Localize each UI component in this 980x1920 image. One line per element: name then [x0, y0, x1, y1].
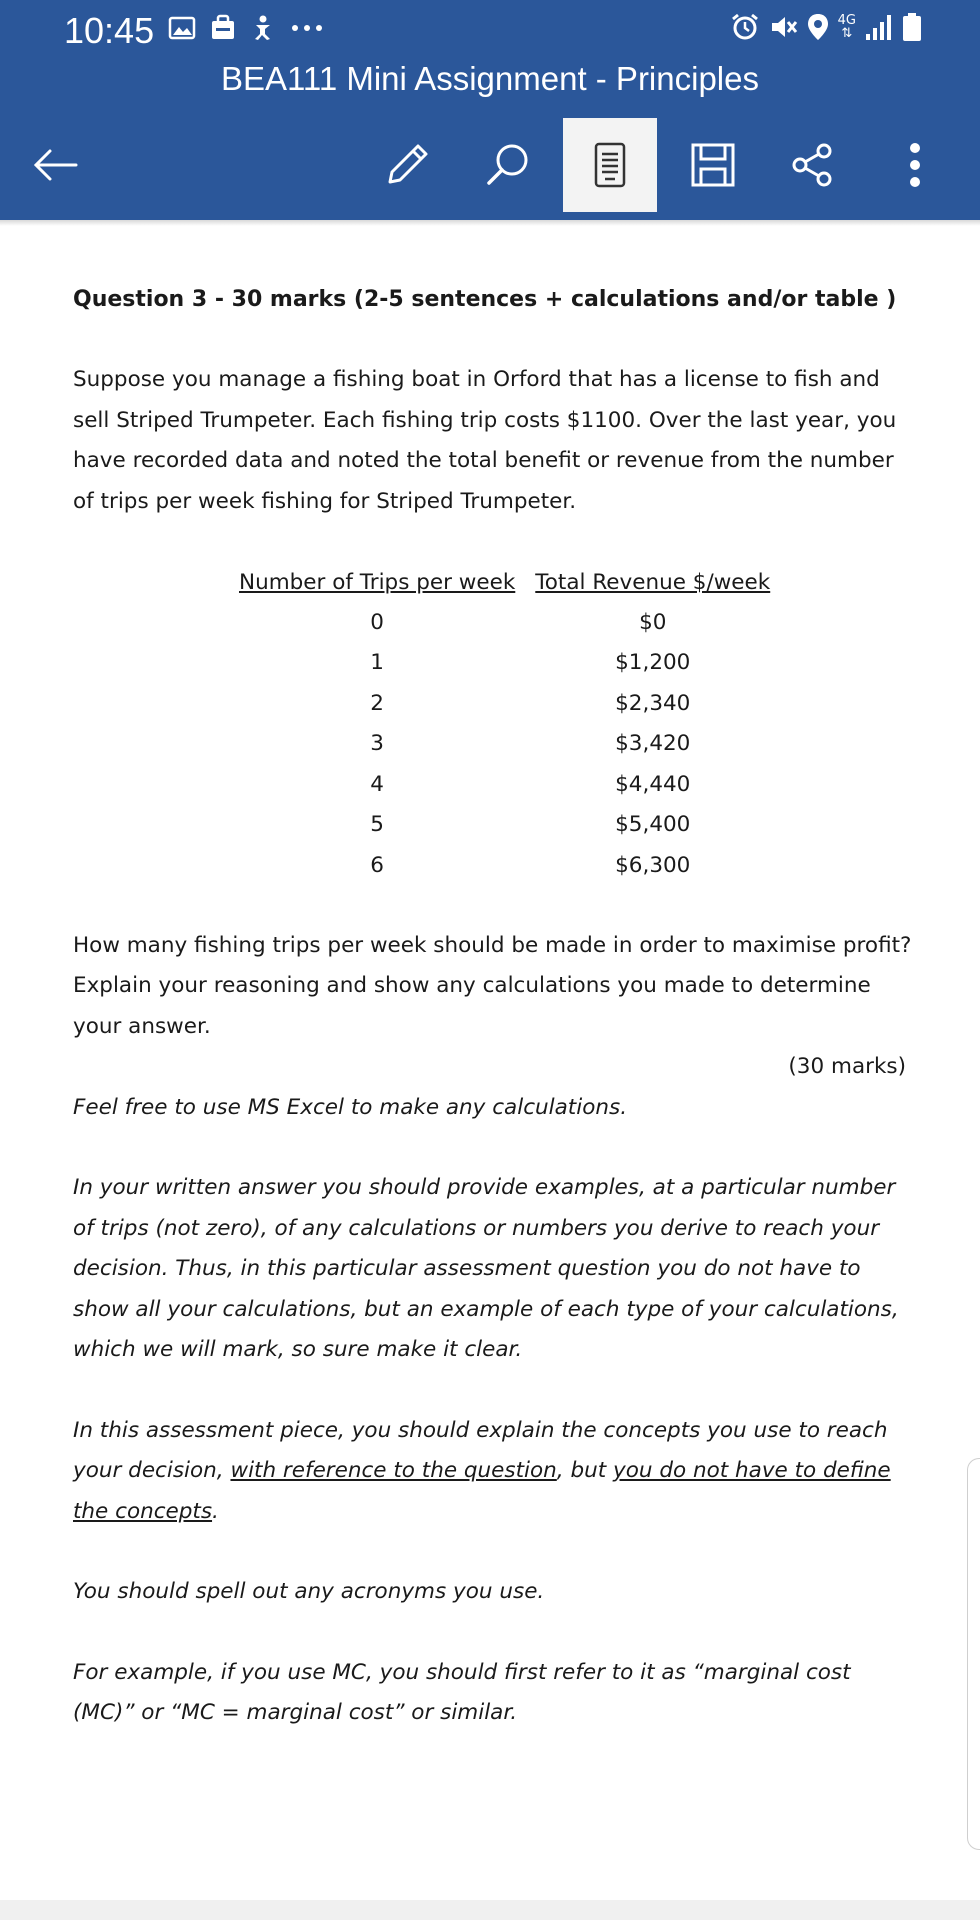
status-time: 10:45: [64, 10, 155, 51]
column-header-trips: Number of Trips per week: [239, 569, 516, 595]
acronym-note: You should spell out any acronyms you use.: [73, 1579, 545, 1604]
alarm-icon: [730, 12, 760, 42]
gallery-icon: [168, 15, 196, 41]
written-answer-note: In your written answer you should provide examples, at a particular number of trips (not zero), of any calculations or numbers you derive to reach your decision. Thus, in this particular assessment question you do not have to show all your calculations, but an example of each type of your calculations, which we will mark, so sure make it clear.: [73, 1175, 899, 1362]
location-icon: [806, 12, 830, 42]
table-header-row: [229, 562, 780, 602]
trips-cell: 1: [370, 650, 384, 676]
battery-icon: [902, 12, 922, 42]
concepts-note-underline-2: you do not have to define the concepts: [73, 1458, 891, 1524]
example-note: For example, if you use MC, you should first refer to it as “marginal cost (MC)” or “MC = marginal cost” or similar.: [73, 1659, 851, 1725]
table-row: [229, 643, 780, 684]
concepts-note: [73, 1411, 913, 1533]
trips-cell: 5: [370, 812, 384, 838]
revenue-cell: $0: [639, 609, 667, 635]
trips-cell: 6: [370, 852, 384, 878]
concepts-note-text: In this assessment piece, you should explain the concepts you use to reach your decision,: [73, 1417, 888, 1483]
app-header: [0, 0, 980, 220]
table-row: [229, 602, 780, 643]
marks-label: (30 marks): [788, 1054, 906, 1079]
mute-icon: [768, 12, 798, 42]
status-notification-icons: [168, 14, 324, 42]
reading-view-icon: [592, 141, 628, 189]
table-row: [229, 724, 780, 765]
reading-view-button[interactable]: [563, 118, 657, 212]
edge-panel-handle[interactable]: [967, 1458, 980, 1850]
accessibility-icon: [250, 14, 276, 42]
trips-cell: 4: [370, 771, 384, 797]
toolbar: [0, 116, 980, 212]
more-vertical-icon: [908, 140, 922, 190]
question-heading: Question 3 - 30 marks (2-5 sentences + calculations and/or table ): [73, 287, 897, 312]
table-row: [229, 845, 780, 886]
header-shadow: [0, 220, 980, 226]
column-header-revenue: Total Revenue $/week: [535, 569, 771, 595]
revenue-cell: $4,440: [615, 771, 691, 797]
briefcase-icon: [210, 14, 236, 42]
intro-paragraph: Suppose you manage a fishing boat in Orford that has a license to fish and sell Striped Trumpeter. Each fishing trip costs $1100. Over the last year, you have recorded data and noted the total benefit or revenue from the number of trips per week fishing for Striped Trumpeter.: [73, 367, 897, 514]
table-row: [229, 683, 780, 724]
document-title: BEA111 Mini Assignment - Principles: [220, 60, 759, 97]
trips-cell: 2: [370, 690, 384, 716]
data-arrows-icon: ⇅: [841, 26, 853, 41]
search-button[interactable]: [461, 118, 555, 212]
revenue-cell: $5,400: [615, 812, 691, 838]
status-system-icons: [730, 12, 922, 42]
back-arrow-icon: [30, 145, 80, 185]
table-row: [229, 764, 780, 805]
back-button[interactable]: [8, 118, 102, 212]
network-label: 4G: [837, 13, 856, 28]
concepts-note-underline-1: with reference to the question: [230, 1458, 557, 1483]
signal-icon: [864, 12, 894, 42]
revenue-table: [229, 562, 780, 886]
revenue-cell: $3,420: [615, 731, 691, 757]
question-paragraph: How many fishing trips per week should be made in order to maximise profit? Explain your reasoning and show any calculations you made to determine your answer.: [73, 932, 912, 1039]
excel-note: Feel free to use MS Excel to make any calculations.: [73, 1094, 628, 1120]
more-notifications-icon: [290, 23, 324, 33]
more-options-button[interactable]: [868, 118, 962, 212]
revenue-cell: $1,200: [615, 650, 691, 676]
revenue-cell: $2,340: [615, 690, 691, 716]
save-icon: [689, 141, 737, 189]
edit-button[interactable]: [360, 118, 454, 212]
trips-cell: 0: [370, 609, 384, 635]
trips-cell: 3: [370, 731, 384, 757]
document-body: [73, 270, 913, 1734]
share-button[interactable]: [766, 118, 860, 212]
table-row: [229, 805, 780, 846]
concepts-note-text: , but: [556, 1458, 614, 1483]
search-icon: [483, 140, 533, 190]
revenue-cell: $6,300: [615, 852, 691, 878]
save-button[interactable]: [666, 118, 760, 212]
network-type: [838, 14, 856, 40]
pencil-icon: [382, 140, 432, 190]
bottom-band: [0, 1900, 980, 1920]
concepts-note-text: .: [212, 1498, 219, 1524]
share-icon: [788, 140, 838, 190]
